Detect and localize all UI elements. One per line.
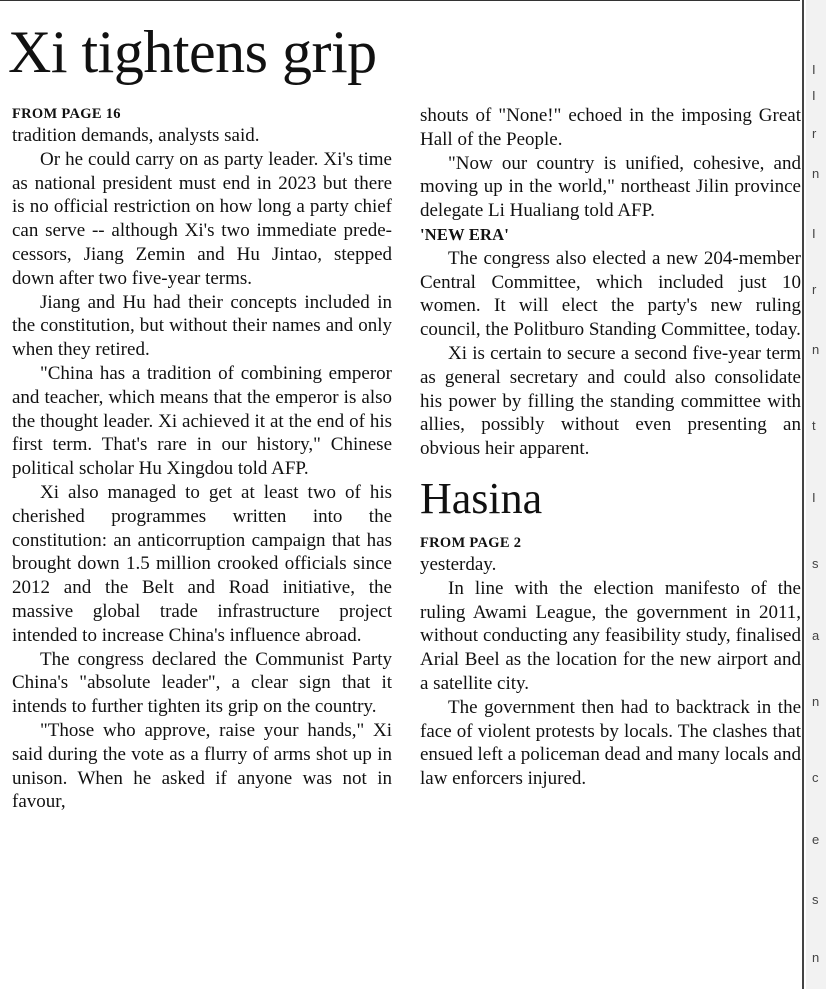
margin-glyph: I [812,62,816,77]
story-kicker: FROM PAGE 16 [12,106,121,122]
story-headline: Xi tightens grip [8,19,377,85]
paragraph: Xi is certain to secure a second five-year term as general secretary and could also consolidate his power by filling the standing committee with allies, possibly without even presenting an obvious heir apparent. [420,342,801,460]
margin-glyph: t [812,418,816,433]
paragraph: The government then had to backtrack in the face of violent protests by locals. The clashes that ensued left a policeman dead and many locals and law enforcers injured. [420,696,801,790]
left-column [12,104,392,814]
margin-glyph: n [812,950,820,965]
second-story-kicker: FROM PAGE 2 [420,534,522,551]
margin-glyph: r [812,126,817,141]
margin-glyph: r [812,282,817,297]
paragraph: Jiang and Hu had their concepts included in the constitution, but without their names and only when they retired. [12,291,392,361]
paragraph: In line with the election manifesto of the ruling Awami League, the government in 2011, without conducting any feasibility study, finalised Arial Beel as the location for the new airport and a satellite city. [420,577,801,694]
second-story-headline: Hasina [420,473,543,523]
margin-glyph: a [812,628,820,643]
margin-glyph: n [812,342,820,357]
paragraph: "Those who approve, raise your hands," Xi said during the vote as a flurry of arms shot up in unison. When he asked if anyone was not in favour, [12,719,392,813]
margin-glyph: s [812,892,819,907]
margin-glyph: s [812,556,819,571]
paragraph: Xi also managed to get at least two of his cherished programmes written into the constitution: an anticorruption campaign that has brought down 1.5 million crooked officials since 2012 and the Belt and Road initiative, the massive global trade infrastructure project intended to increase China's influence abroad. [12,481,392,646]
margin-glyph: e [812,832,820,847]
column-rule [802,0,804,989]
margin-glyph: I [812,88,816,103]
paragraph: yesterday. [420,553,497,575]
right-column [420,104,801,791]
paragraph: Or he could carry on as party leader. Xi's time as national president must end in 2023 but there is no official restriction on how long a party chief can serve -- although Xi's two immediate predecessors, Jiang Zemin and Hu Jintao, stepped down after two five-year terms. [12,148,392,289]
section-subhead: 'NEW ERA' [420,224,510,244]
paragraph: "China has a tradition of combining emperor and teacher, which means that the emperor is also the thought leader. Xi achieved it at the end of his first term. That's rare in our history," Chinese political scholar Hu Xingdou told AFP. [12,362,392,480]
paragraph: The congress also elected a new 204-member Central Committee, which included just 10 women. It will elect the party's new ruling council, the Politburo Standing Committee, today. [420,247,801,341]
paragraph: "Now our country is unified, cohesive, and moving up in the world," northeast Jilin province delegate Li Hualiang told AFP. [420,152,801,222]
margin-glyph: n [812,166,820,181]
margin-glyph: n [812,694,820,709]
paragraph: tradition demands, analysts said. [12,125,260,146]
margin-glyph: I [812,490,816,505]
paragraph: The congress declared the Communist Party China's "absolute leader", a clear sign that it intends to further tighten its grip on the country. [12,648,392,718]
margin-glyph: I [812,226,816,241]
paragraph: shouts of "None!" echoed in the imposing Great Hall of the People. [420,105,801,150]
top-rule [0,0,800,1]
margin-glyph: c [812,770,819,785]
